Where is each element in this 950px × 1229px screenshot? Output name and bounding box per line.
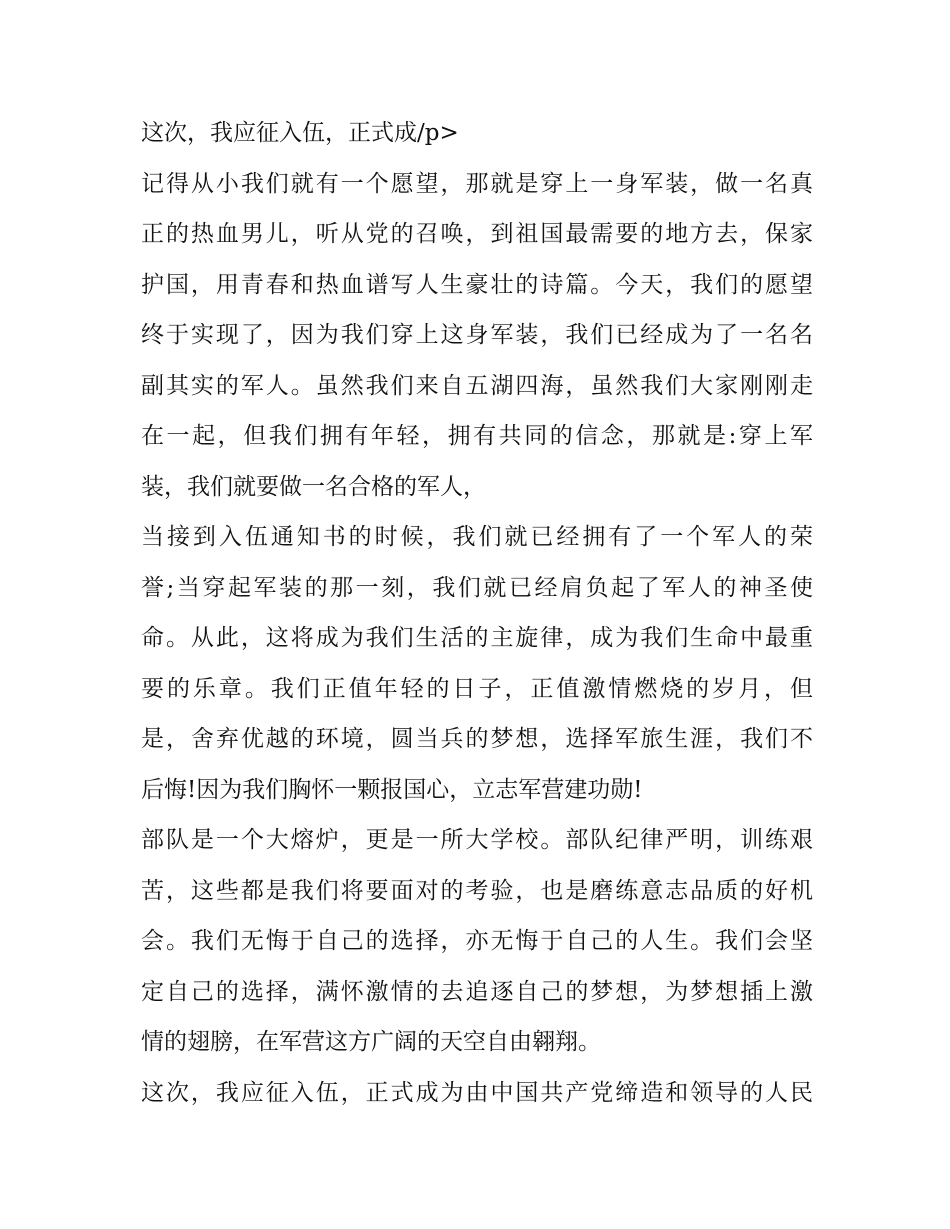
text-line: 这次，我应征入伍，正式成为由中国共产党缔造和领导的人民 <box>141 1079 813 1106</box>
document-body <box>141 108 813 1118</box>
text-line: 终于实现了，因为我们穿上这身军装，我们已经成为了一名名 <box>141 322 813 348</box>
text-line: 情的翅膀，在军营这方广阔的天空自由翱翔。 <box>141 1029 601 1055</box>
text-line: 誉;当穿起军装的那一刻，我们就已经肩负起了军人的神圣使 <box>141 574 813 601</box>
text-line: 护国，用青春和热血谱写人生豪壮的诗篇。今天，我们的愿望 <box>141 271 813 298</box>
text-line: 定自己的选择，满怀激情的去追逐自己的梦想，为梦想插上激 <box>141 978 813 1005</box>
text-line: 苦，这些都是我们将要面对的考验，也是磨练意志品质的好机 <box>141 877 813 904</box>
text-line: 后悔!因为我们胸怀一颗报国心，立志军营建功勋! <box>141 776 643 803</box>
text-line: 副其实的军人。虽然我们来自五湖四海，虽然我们大家刚刚走 <box>141 372 813 399</box>
text-line: 部队是一个大熔炉，更是一所大学校。部队纪律严明，训练艰 <box>141 827 813 853</box>
text-line: 在一起，但我们拥有年轻，拥有共同的信念，那就是:穿上军 <box>141 423 813 449</box>
text-line: 会。我们无悔于自己的选择，亦无悔于自己的人生。我们会坚 <box>141 928 813 954</box>
text-line: 命。从此，这将成为我们生活的主旋律，成为我们生命中最重 <box>141 625 813 651</box>
text-line: 当接到入伍通知书的时候，我们就已经拥有了一个军人的荣 <box>141 524 813 550</box>
text-line: 装，我们就要做一名合格的军人， <box>141 473 486 500</box>
text-line: 记得从小我们就有一个愿望，那就是穿上一身军装，做一名真 <box>141 170 813 197</box>
text-line: 正的热血男儿，听从党的召唤，到祖国最需要的地方去，保家 <box>141 221 813 247</box>
text-line: 是，舍弃优越的环境，圆当兵的梦想，选择军旅生涯，我们不 <box>141 726 813 752</box>
text-line: 这次，我应征入伍，正式成/p> <box>141 120 459 146</box>
text-line: 要的乐章。我们正值年轻的日子，正值激情燃烧的岁月，但 <box>141 675 813 702</box>
